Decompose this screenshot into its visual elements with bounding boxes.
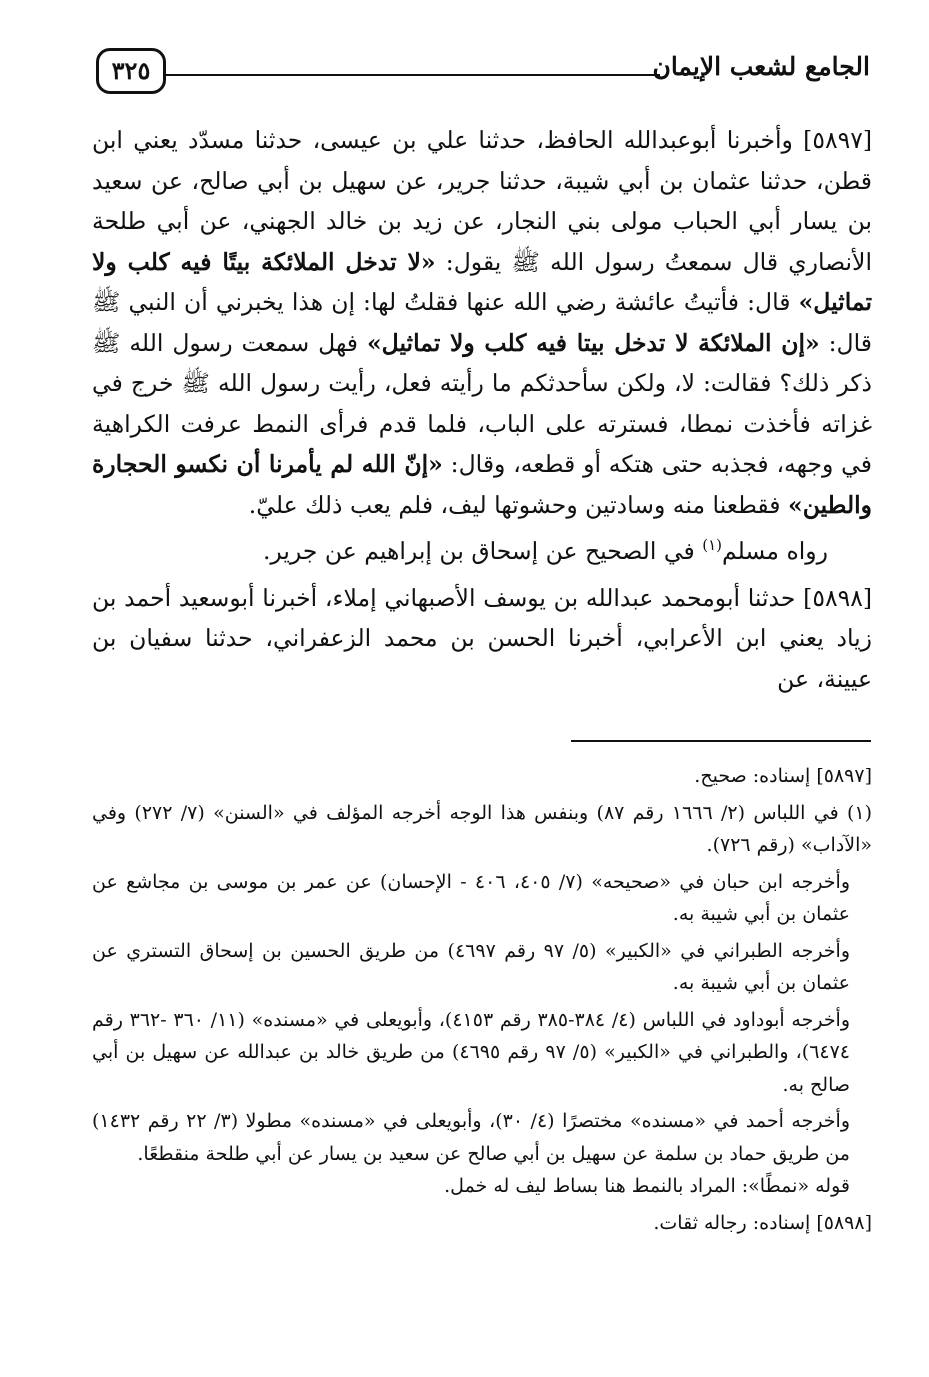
main-text bbox=[92, 120, 872, 699]
narration-note bbox=[92, 531, 872, 572]
footnote-isnad-5897: [٥٨٩٧] إسناده: صحيح. bbox=[694, 765, 872, 787]
footnote-abu-dawud: وأخرجه أبوداود في اللباس (٤/ ٣٨٤-٣٨٥ رقم ٤١٥٣)، وأبويعلى في «مسنده» (١١/ ٣٦٠ -٣٦٢ رقم ٦٤٧٤)، والطبراني في «الكبير» (٥/ ٩٧ رقم ٤٦٩٥) من طريق خالد بن عبدالله عن سهيل بن أبي صالح به. bbox=[92, 1008, 851, 1096]
prophetic-quote-1: «لا تدخل الملائكة بيتًا فيه كلب ولا تماثيل» bbox=[92, 247, 872, 316]
narration-before: رواه مسلم bbox=[722, 537, 828, 565]
footnote-separator bbox=[571, 740, 871, 742]
running-title: الجامع لشعب الإيمان bbox=[652, 52, 870, 81]
page-number: ٣٢٥ bbox=[96, 48, 166, 94]
footnote-1: (١) في اللباس (٢/ ١٦٦٦ رقم ٨٧) وبنفس هذا الوجه أخرجه المؤلف في «السنن» (٧/ ٢٧٢) وفي «الآداب» (رقم ٧٢٦). bbox=[92, 801, 873, 856]
prophetic-quote-3: «إنّ الله لم يأمرنا أن نكسو الحجارة والطين» bbox=[92, 450, 872, 519]
footnote-tabarani: وأخرجه الطبراني في «الكبير» (٥/ ٩٧ رقم ٤٦٩٧) من طريق الحسين بن إسحاق التستري عن عثمان بن أبي شيبة به. bbox=[92, 939, 850, 994]
header-rule bbox=[164, 74, 660, 76]
hadith-5897 bbox=[92, 120, 872, 525]
footnote-ibn-hibban: وأخرجه ابن حبان في «صحيحه» (٧/ ٤٠٥، ٤٠٦ - الإحسان) عن عمر بن موسى بن مجاشع عن عثمان بن أبي شيبة به. bbox=[92, 870, 850, 925]
footnote-ref-1[interactable]: (١) bbox=[702, 536, 723, 555]
page-header bbox=[96, 42, 870, 104]
hadith-text-1: [٥٨٩٧] وأخبرنا أبوعبدالله الحافظ، حدثنا علي بن عيسى، حدثنا مسدّد يعني ابن قطن، حدثنا عثمان بن أبي شيبة، حدثنا جرير، عن سهيل بن أبي صالح، عن سعيد بن يسار أبي الحباب مولى بني النجار، عن زيد بن خالد الجهني، عن أبي طلحة الأنصاري قال سمعتُ رسول الله ﷺ يقول: bbox=[92, 126, 872, 276]
prophetic-quote-2: «إن الملائكة لا تدخل بيتا فيه كلب ولا تماثيل» bbox=[366, 328, 820, 357]
footnote-namat: قوله «نمطًا»: المراد بالنمط هنا بساط ليف له خمل. bbox=[444, 1175, 850, 1197]
footnote-ahmad: وأخرجه أحمد في «مسنده» مختصرًا (٤/ ٣٠)، وأبويعلى في «مسنده» مطولا (٣/ ٢٢ رقم ١٤٣٢) من طريق حماد بن سلمة عن سهيل بن أبي صالح عن سعيد بن يسار عن أبي طلحة منقطعًا. bbox=[92, 1110, 851, 1165]
hadith-text-2: قال: فأتيتُ عائشة رضي الله عنها فقلتُ لها: إن هذا يخبرني أن النبي ﷺ قال: bbox=[92, 288, 872, 357]
narration-after: في الصحيح عن إسحاق بن إبراهيم عن جرير. bbox=[262, 537, 703, 565]
footnotes bbox=[92, 760, 872, 1239]
hadith-text-3: فهل سمعت رسول الله ﷺ ذكر ذلك؟ فقالت: لا، ولكن سأحدثكم ما رأيته فعل، رأيت رسول الله ﷺ خرج في غزاته فأخذت نمطا، فسترته على الباب، فلما قدم فرأى النمط عرفت الكراهية في وجهه، فجذبه حتى هتكه أو قطعه، وقال: bbox=[92, 328, 872, 478]
hadith-5898: [٥٨٩٨] حدثنا أبومحمد عبدالله بن يوسف الأصبهاني إملاء، أخبرنا أبوسعيد أحمد بن زياد يعني ابن الأعرابي، أخبرنا الحسن بن محمد الزعفراني، حدثنا سفيان بن عيينة، عن bbox=[92, 583, 872, 693]
footnote-isnad-5898: [٥٨٩٨] إسناده: رجاله ثقات. bbox=[653, 1211, 872, 1234]
hadith-text-4: فقطعنا منه وسادتين وحشوتها ليف، فلم يعب ذلك عليّ. bbox=[248, 490, 789, 519]
